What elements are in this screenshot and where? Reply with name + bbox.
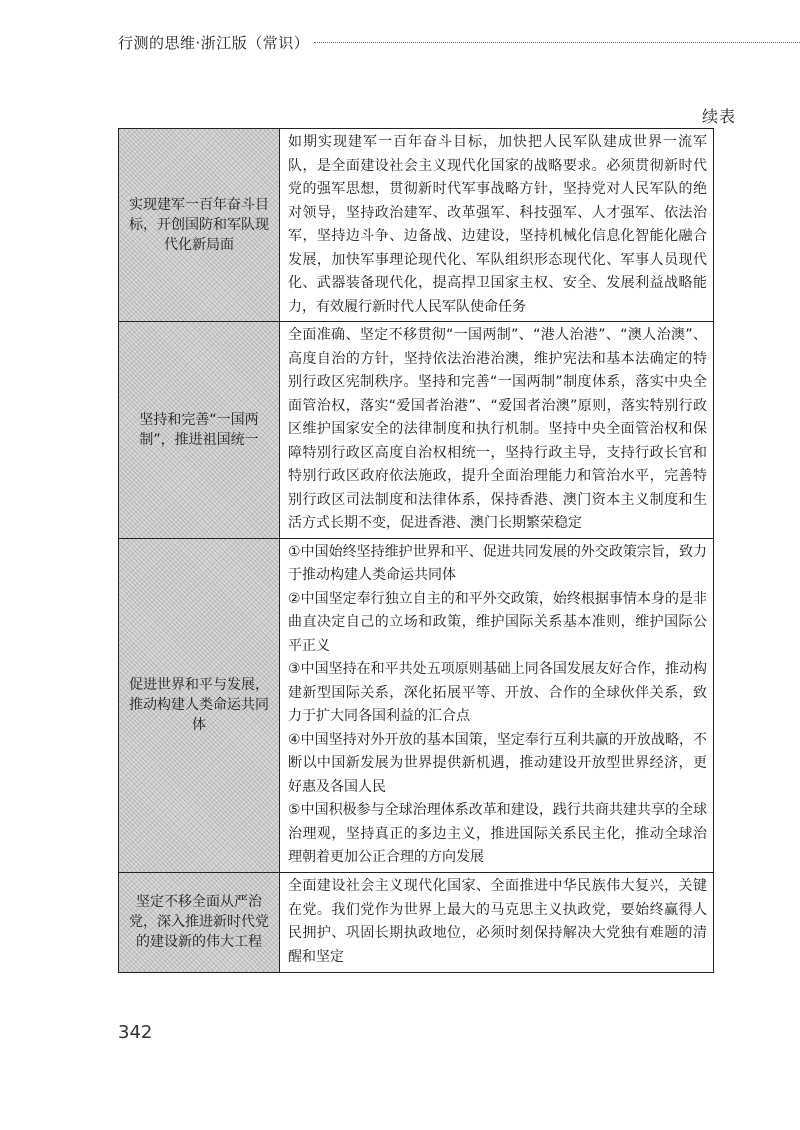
content-paragraph: 全面准确、坚定不移贯彻“一国两制”、“港人治港”、“澳人治澳”、高度自治的方针，坚持依法治港治澳，维护宪法和基本法确定的特别行政区宪制秩序。坚持和完善“一国两制”制度体系，落实中央全面管治权，落实“爱国者治港”、“爱国者治澳”原则，落实特别行政区维护国家安全的法律制度和执行机制。坚持中央全面管治权和保障特别行政区高度自治权相统一，坚持行政主导，支持行政长官和特别行政区政府依法施政，提升全面治理能力和管治水平，完善特别行政区司法制度和法律体系，保持香港、澳门资本主义制度和生活方式长期不变，促进香港、澳门长期繁荣稳定 [288,327,707,531]
content-paragraph: ③中国坚持在和平共处五项原则基础上同各国发展友好合作，推动构建新型国际关系，深化拓展平等、开放、合作的全球伙伴关系，致力于扩大同各国利益的汇合点 [288,661,707,724]
row-content [280,129,714,322]
row-topic: 坚定不移全面从严治党，深入推进新时代党的建设新的伟大工程 [119,872,280,972]
header-title: 行测的思维·浙江版（常识） [118,34,310,52]
content-paragraph: ②中国坚定奉行独立自主的和平外交政策，始终根据事情本身的是非曲直决定自己的立场和政策，维护国际关系基本准则，维护国际公平正义 [288,590,707,654]
row-topic: 促进世界和平与发展，推动构建人类命运共同体 [119,538,280,872]
row-content [280,872,714,972]
table-row [119,322,714,539]
content-paragraph: 全面建设社会主义现代化国家、全面推进中华民族伟大复兴，关键在党。我们党作为世界上最大的马克思主义执政党，要始终赢得人民拥护、巩固长期执政地位，必须时刻保持解决大党独有难题的清醒和坚定 [288,878,707,965]
sprout-icon [794,18,800,54]
row-topic: 实现建军一百年奋斗目标，开创国防和军队现代化新局面 [119,129,280,322]
page-number: 342 [118,1022,153,1043]
content-paragraph: ④中国坚持对外开放的基本国策，坚定奉行互利共赢的开放战略，不断以中国新发展为世界提供新机遇，推动建设开放型世界经济，更好惠及各国人民 [288,731,707,795]
row-content [280,322,714,539]
content-paragraph: 如期实现建军一百年奋斗目标，加快把人民军队建成世界一流军队，是全面建设社会主义现代化国家的战略要求。必须贯彻新时代党的强军思想，贯彻新时代军事战略方针，坚持党对人民军队的绝对领导，坚持政治建军、改革强军、科技强军、人才强军、依法治军，坚持边斗争、边备战、边建设，坚持机械化信息化智能化融合发展，加快军事理论现代化、军队组织形态现代化、军事人员现代化、武器装备现代化，提高捍卫国家主权、安全、发展利益战略能力，有效履行新时代人民军队使命任务 [288,134,707,315]
running-header [118,26,718,56]
table-row [119,538,714,872]
table-row [119,129,714,322]
row-content [280,538,714,872]
policy-table [118,128,714,973]
header-dotted-rule [314,42,800,43]
row-topic: 坚持和完善“一国两制”，推进祖国统一 [119,322,280,539]
table-row [119,872,714,972]
content-paragraph: ①中国始终坚持维护世界和平、促进共同发展的外交政策宗旨，致力于推动构建人类命运共同体 [288,543,707,583]
content-paragraph: ⑤中国积极参与全球治理体系改革和建设，践行共商共建共享的全球治理观，坚持真正的多边主义，推进国际关系民主化，推动全球治理朝着更加公正合理的方向发展 [288,802,707,865]
continued-table-label: 续表 [701,107,736,126]
